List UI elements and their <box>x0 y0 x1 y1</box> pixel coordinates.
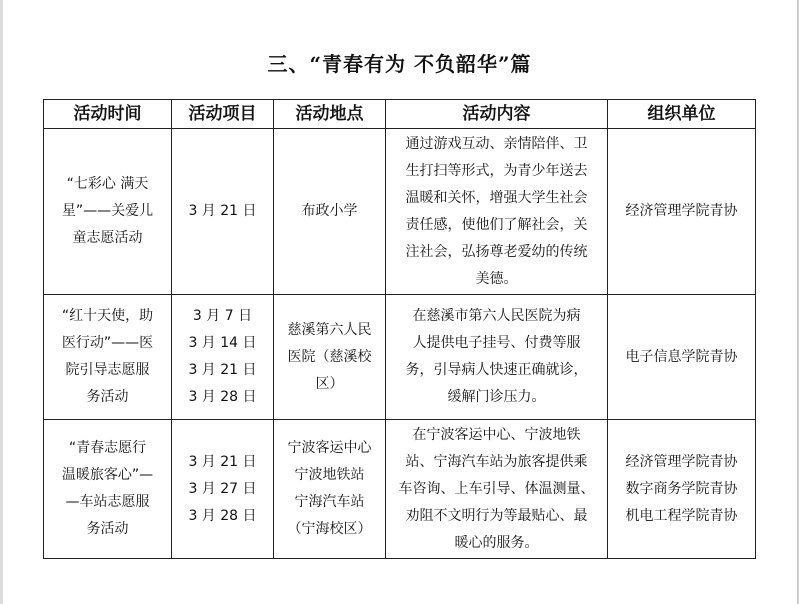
cell-line: 务活动 <box>86 521 129 537</box>
cell-line: 务活动 <box>86 389 129 405</box>
cell-line: 暖心的服务。 <box>454 534 539 551</box>
cell-line: 3 月 28 日 <box>188 389 257 405</box>
cell-line: 务，引导病人快速正确就诊， <box>405 362 588 378</box>
cell-line: 宁海汽车站 <box>294 494 365 510</box>
organizer-cell <box>608 420 756 559</box>
activity-name-cell <box>44 295 172 420</box>
cell-line: 3 月 28 日 <box>188 507 257 524</box>
cell-line: 童志愿活动 <box>72 230 143 246</box>
table-row <box>44 129 756 295</box>
cell-line: 3 月 7 日 <box>192 308 253 324</box>
activity-location-cell <box>274 129 386 295</box>
cell-line: 美德。 <box>475 270 518 287</box>
cell-line: “七彩心 满天 <box>66 176 149 192</box>
header-activity-project: 活动项目 <box>172 100 274 129</box>
cell-line: 星”——关爱儿 <box>61 203 154 219</box>
cell-line: 站、宁海汽车站为旅客提供乘 <box>405 453 588 470</box>
activity-location-cell <box>274 295 386 420</box>
cell-line: 人提供电子挂号、付费等服 <box>412 335 581 351</box>
cell-line: 3 月 21 日 <box>188 362 257 378</box>
cell-line: 宁波地铁站 <box>294 467 365 483</box>
cell-line: 经济管理学院青协 <box>625 203 738 219</box>
cell-line: 通过游戏互动、亲情陪伴、卫 <box>405 135 588 152</box>
cell-line: 在慈溪市第六人民医院为病 <box>412 308 581 324</box>
activity-name-cell <box>44 420 172 559</box>
organizer-cell <box>608 295 756 420</box>
cell-line: 温暖旅客心”— <box>61 467 154 483</box>
header-activity-content: 活动内容 <box>386 100 608 129</box>
cell-line: 3 月 21 日 <box>188 453 257 470</box>
cell-line: 3 月 21 日 <box>188 203 257 219</box>
table-row <box>44 295 756 420</box>
activity-content-cell <box>386 295 608 420</box>
cell-line: 机电工程学院青协 <box>625 507 738 524</box>
cell-line: 注社会，弘扬尊老爱幼的传统 <box>405 243 588 260</box>
activity-table <box>43 99 756 559</box>
cell-line: 宁波客运中心 <box>287 440 372 456</box>
cell-line: 布政小学 <box>301 203 358 219</box>
cell-line: 责任感，使他们了解社会，关 <box>405 216 588 233</box>
activity-date-cell <box>172 129 274 295</box>
cell-line: 缓解门诊压力。 <box>447 389 546 405</box>
cell-line: 在宁波客运中心、宁波地铁 <box>412 426 581 443</box>
cell-line: （宁海校区） <box>287 521 372 537</box>
organizer-cell <box>608 129 756 295</box>
cell-line: 温暖和关怀，增强大学生社会 <box>405 189 588 206</box>
section-title: 三、“青春有为 不负韶华”篇 <box>267 52 532 76</box>
activity-location-cell <box>274 420 386 559</box>
cell-line: 车咨询、上车引导、体温测量、 <box>398 480 595 497</box>
cell-line: 院引导志愿服 <box>65 362 150 378</box>
cell-line: 医行动”——医 <box>61 335 154 351</box>
header-activity-location: 活动地点 <box>274 100 386 129</box>
cell-line: 区） <box>315 375 344 392</box>
header-activity-time: 活动时间 <box>44 100 172 129</box>
cell-line: 经济管理学院青协 <box>625 453 738 470</box>
cell-line: 3 月 27 日 <box>188 480 257 497</box>
activity-date-cell <box>172 420 274 559</box>
cell-line: 慈溪第六人民 <box>287 321 372 338</box>
table-row <box>44 420 756 559</box>
activity-content-cell <box>386 420 608 559</box>
cell-line: “红十天使，助 <box>61 308 154 324</box>
activity-date-cell <box>172 295 274 420</box>
cell-line: “青春志愿行 <box>68 440 147 456</box>
page-left-edge <box>0 0 3 604</box>
header-organizer: 组织单位 <box>608 100 756 129</box>
cell-line: 数字商务学院青协 <box>625 480 738 497</box>
cell-line: 医院（慈溪校 <box>287 348 372 365</box>
cell-line: 电子信息学院青协 <box>625 348 738 365</box>
cell-line: 3 月 14 日 <box>188 335 257 351</box>
cell-line: 生打扫等形式，为青少年送去 <box>405 162 588 179</box>
activity-content-cell <box>386 129 608 295</box>
cell-line: 劝阻不文明行为等最贴心、最 <box>405 507 588 524</box>
table-header-row <box>44 100 756 129</box>
activity-name-cell <box>44 129 172 295</box>
cell-line: —车站志愿服 <box>65 494 150 510</box>
